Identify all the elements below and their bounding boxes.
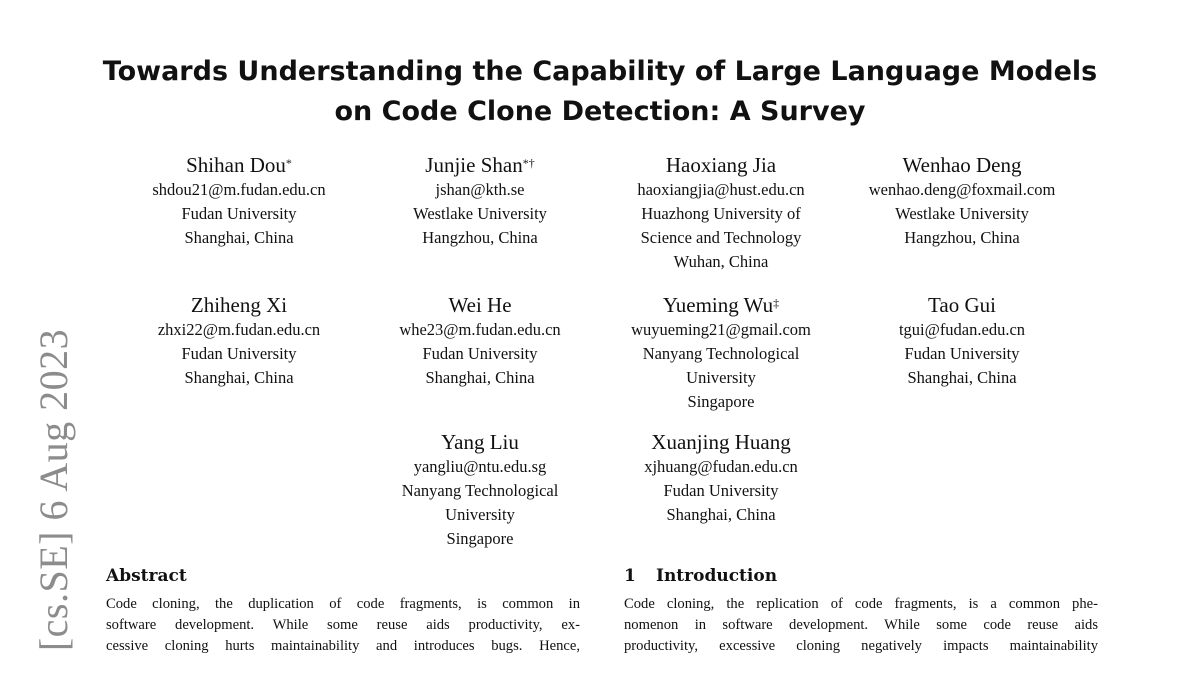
author-email: wenhao.deng@foxmail.com <box>868 180 1056 199</box>
author-location: Shanghai, China <box>666 505 776 524</box>
author-card <box>840 292 1084 390</box>
introduction-section <box>624 564 1098 657</box>
author-name: Tao Gui <box>928 293 996 317</box>
author-name: Shihan Dou* <box>186 153 292 177</box>
author-card <box>358 429 602 551</box>
author-affiliation: Fudan University <box>422 344 538 363</box>
text-line: Code cloning, the replication of code fragments, is a common phe- <box>624 596 1098 612</box>
section-number: 1 <box>624 566 636 586</box>
author-affiliation: Science and Technology <box>640 228 802 247</box>
author-name: Junjie Shan*† <box>425 153 535 177</box>
author-email: haoxiangjia@hust.edu.cn <box>637 180 805 199</box>
author-email: wuyueming21@gmail.com <box>631 320 811 339</box>
author-affiliation: Fudan University <box>181 204 297 223</box>
author-email: shdou21@m.fudan.edu.cn <box>152 180 326 199</box>
author-affiliation: Huazhong University of <box>641 204 801 223</box>
author-location: Wuhan, China <box>673 252 769 271</box>
author-card <box>599 152 843 274</box>
author-affiliation: Fudan University <box>904 344 1020 363</box>
author-location: Shanghai, China <box>184 368 294 387</box>
author-name: Yang Liu <box>441 430 519 454</box>
author-card <box>117 152 361 250</box>
author-location: Singapore <box>446 529 514 548</box>
author-affiliation: Fudan University <box>181 344 297 363</box>
author-name: Haoxiang Jia <box>665 153 777 177</box>
author-mark: ‡ <box>773 296 780 310</box>
author-affiliation: Nanyang Technological <box>642 344 800 363</box>
author-card <box>599 429 843 527</box>
arxiv-stamp: [cs.SE] 6 Aug 2023 <box>31 328 76 652</box>
author-email: yangliu@ntu.edu.sg <box>413 457 547 476</box>
author-affiliation: Westlake University <box>895 204 1029 223</box>
introduction-heading <box>624 564 1098 588</box>
author-card <box>358 292 602 390</box>
author-affiliation: University <box>686 368 756 387</box>
text-line: Code cloning, the duplication of code fragments, is common in <box>106 596 580 612</box>
author-card <box>117 292 361 390</box>
author-email: xjhuang@fudan.edu.cn <box>644 457 798 476</box>
section-title: Introduction <box>656 566 778 586</box>
author-mark: * <box>285 156 292 170</box>
author-affiliation: Westlake University <box>413 204 547 223</box>
author-location: Shanghai, China <box>184 228 294 247</box>
title-line: on Code Clone Detection: A Survey <box>334 96 866 127</box>
text-line: productivity, excessive cloning negatively impacts maintainability <box>624 638 1098 654</box>
author-location: Singapore <box>687 392 755 411</box>
author-affiliation: University <box>445 505 515 524</box>
title-line: Towards Understanding the Capability of Large Language Models <box>102 56 1098 87</box>
author-name: Wei He <box>448 293 512 317</box>
abstract-section <box>106 564 580 657</box>
text-line: nomenon in software development. While some code reuse aids <box>624 617 1098 633</box>
text-line: software development. While some reuse aids productivity, ex- <box>106 617 580 633</box>
author-affiliation: Fudan University <box>663 481 779 500</box>
author-location: Hangzhou, China <box>904 228 1020 247</box>
author-name: Wenhao Deng <box>902 153 1022 177</box>
author-name: Yueming Wu‡ <box>662 293 780 317</box>
author-card <box>599 292 843 414</box>
author-card <box>840 152 1084 250</box>
author-location: Hangzhou, China <box>422 228 538 247</box>
abstract-heading: Abstract <box>106 566 187 586</box>
author-name: Xuanjing Huang <box>651 430 791 454</box>
author-affiliation: Nanyang Technological <box>401 481 559 500</box>
author-email: jshan@kth.se <box>435 180 525 199</box>
text-line: cessive cloning hurts maintainability and introduces bugs. Hence, <box>106 638 580 654</box>
author-mark: *† <box>522 156 535 170</box>
author-name: Zhiheng Xi <box>190 293 288 317</box>
author-email: whe23@m.fudan.edu.cn <box>399 320 561 339</box>
author-card <box>358 152 602 250</box>
author-email: tgui@fudan.edu.cn <box>898 320 1026 339</box>
author-email: zhxi22@m.fudan.edu.cn <box>157 320 321 339</box>
author-location: Shanghai, China <box>425 368 535 387</box>
author-location: Shanghai, China <box>907 368 1017 387</box>
